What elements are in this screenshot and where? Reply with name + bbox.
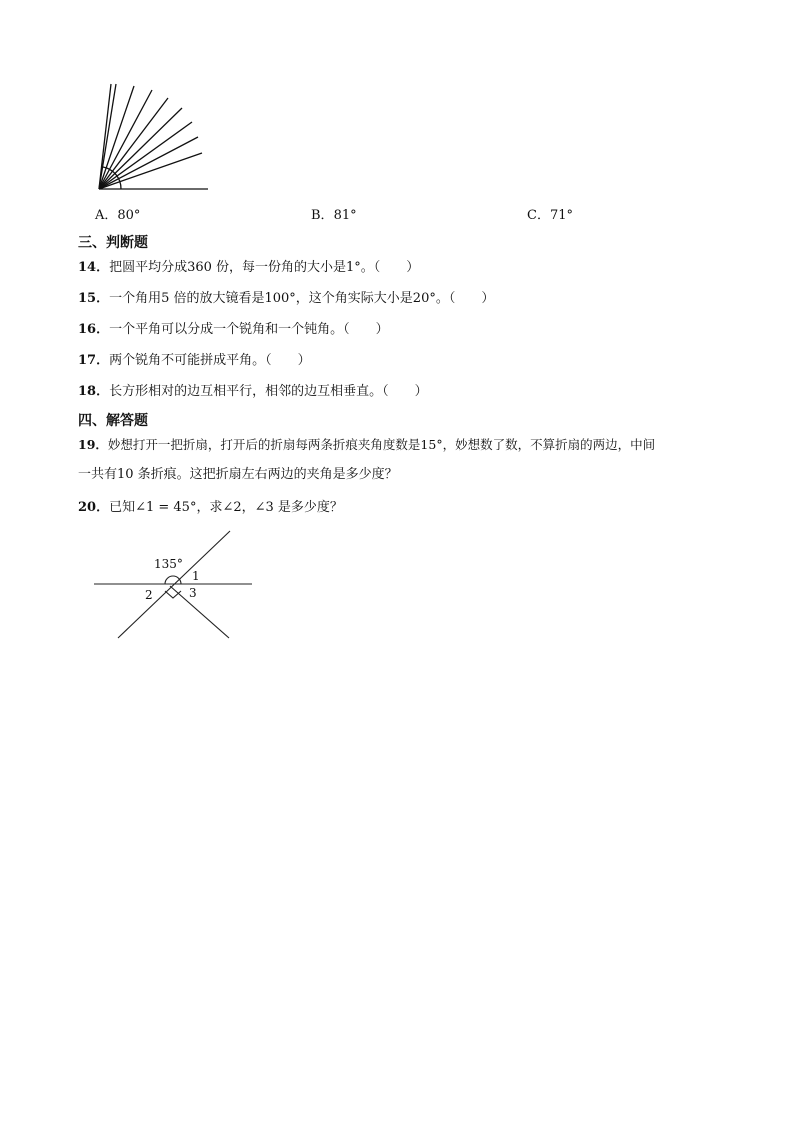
- question-20: [78, 499, 343, 517]
- option-c: [527, 207, 573, 225]
- section-heading-solutions: 四、解答题: [78, 413, 148, 429]
- angle-135-label: 135°: [154, 557, 183, 571]
- fan-ray: [99, 108, 182, 189]
- question-number: 14．: [78, 260, 110, 275]
- question-text: 妙想打开一把折扇，打开后的折扇每两条折痕夹角度数是15°，妙想数了数，不算折扇的两边，中间: [107, 437, 656, 452]
- question-16: [78, 321, 389, 339]
- question-number: 20．: [78, 500, 110, 515]
- option-value: 81°: [333, 208, 357, 223]
- question-number: 18．: [78, 384, 110, 399]
- question-text: 已知∠1 = 45°，求∠2，∠3 是多少度？: [109, 500, 343, 515]
- option-letter: C．: [527, 208, 550, 223]
- fan-ray: [99, 122, 192, 189]
- intersecting-lines-figure: [92, 528, 256, 642]
- fan-angle-figure: [92, 80, 212, 195]
- question-17: [78, 352, 311, 370]
- question-number: 16．: [78, 322, 110, 337]
- perpendicular-ray: [170, 586, 229, 638]
- angle-1-label: 1: [192, 569, 200, 583]
- question-text: 长方形相对的边互相平行，相邻的边互相垂直。（ ）: [109, 384, 428, 399]
- right-angle-mark: [165, 591, 181, 598]
- fan-ray: [99, 153, 202, 189]
- section-heading-judgement: 三、判断题: [78, 235, 148, 251]
- angle-3-label: 3: [189, 586, 197, 600]
- question-19-line1: [78, 436, 655, 454]
- question-number: 15．: [78, 291, 110, 306]
- question-18: [78, 383, 428, 401]
- option-letter: A．: [95, 208, 118, 223]
- question-number: 19．: [78, 437, 108, 452]
- angle-2-label: 2: [145, 588, 153, 602]
- option-value: 80°: [117, 208, 141, 223]
- option-value: 71°: [549, 208, 573, 223]
- question-14: [78, 259, 419, 277]
- question-text: 把圆平均分成360 份，每一份角的大小是1°。（ ）: [109, 260, 420, 275]
- fan-ray: [99, 98, 168, 189]
- question-text: 一个平角可以分成一个锐角和一个钝角。（ ）: [109, 322, 389, 337]
- question-15: [78, 290, 494, 308]
- question-text: 两个锐角不可能拼成平角。（ ）: [109, 353, 311, 368]
- question-text: 一个角用5 倍的放大镜看是100°，这个角实际大小是20°。（ ）: [109, 291, 495, 306]
- question-19-line2: 一共有10 条折痕。这把折扇左右两边的夹角是多少度？: [78, 467, 398, 482]
- question-number: 17．: [78, 353, 110, 368]
- option-b: [311, 207, 357, 225]
- option-letter: B．: [311, 208, 334, 223]
- option-a: [95, 207, 140, 225]
